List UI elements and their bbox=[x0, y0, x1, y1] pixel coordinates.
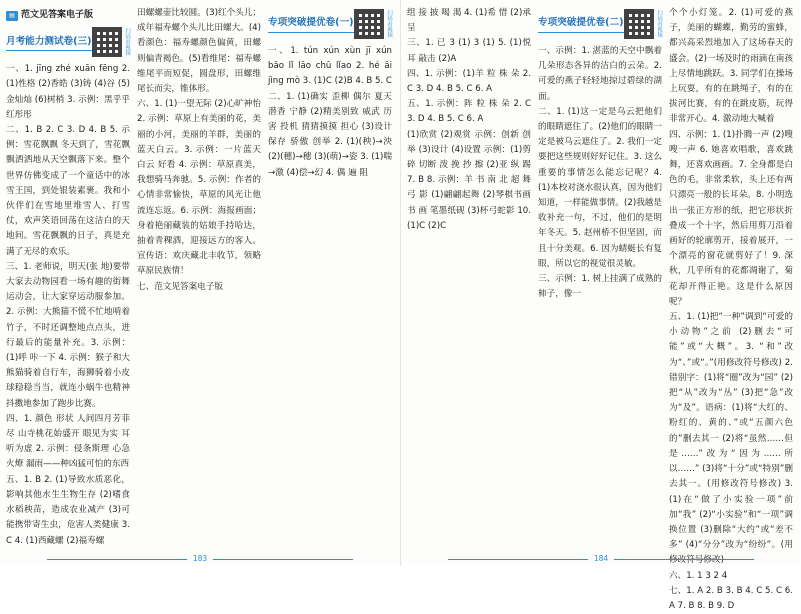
answer-paragraph: 七、范文见答案电子版 bbox=[137, 281, 223, 292]
page-number: 184 bbox=[401, 554, 801, 563]
answer-paragraph: 六、1. (1)一望无际 (2)心旷神怡 bbox=[137, 99, 261, 110]
answer-paragraph: 五、1. B 2. (1)导致水质恶化，影响其他水生生物生存 (2)嗜食水稻秧苗，造成农业减产 (3)可能携带寄生虫，危害人类健康 3. C 4. (1)西藏螺 (2)福寿螺 bbox=[6, 474, 130, 546]
qr-block[interactable] bbox=[624, 9, 662, 39]
section-title: 专项突破提优卷(二) bbox=[538, 15, 624, 32]
answer-paragraph: 2. 示例：草原上有美丽的花，美丽的小河，美丽的羊群，美丽的蓝天白云。3. 示例：一片蓝天 白云 好看 4. 示例：草原真美，我想骑马奔驰。5. 示例：作者的心情非常愉快，草原的风光让他流连忘返。6. 示例：海报画面；身着艳丽藏装的姑娘手持哈达，抽着青稞酒，迎接远方的客人。宣传语：欢庆藏北丰收节，领略草原民族情！ bbox=[137, 114, 261, 277]
qr-code-icon[interactable] bbox=[354, 9, 384, 39]
answer-paragraph: 二、1. (1)确实 歪柳 偶尔 夏天 潜香 宁静 (2)精美别致 威武 历害 投机 猜猜摸摸 担心 (3)设计 保存 骄傲 创举 2. (1)(秧)→泱 (2)(穗)→穗 (3)(萌)→姿 3. (1)喘→激 (4)偿→幻 4. 偶 遍 阻 bbox=[268, 91, 392, 178]
answer-paragraph: 一、示例：1. 湛蓝的天空中飘着几朵形态各异的洁白的云朵。2. 可爱的燕子轻轻地掠过碧绿的湖面。 bbox=[538, 46, 662, 102]
answer-paragraph: 四、1. 示例：(1)羊 粒 株 朵 2. C 3. D 4. B 5. C 6. A bbox=[407, 68, 531, 95]
answer-paragraph: 五、1. (1)把“一种”调到“可爱的小动物”之前 (2)删去“可能”或“大概”。3. “和”改为“、”或“。”(用修改符号修改) 2. 错别字：(1)将“圈”改为“园” (2)把“从”改为“丛” (3)把“急”改为“及”。语病：(1)将“大红的、粉红的、黄的、”或“五颜六色的”删去其一 (2)将“虽然……但是……”改为“因为……所以……” (3)将“十分”或“特别”删去其一。(用修改符号修改) 3. (1)在“做了小实验一项”前加“我” (2)“小实验”和“一项”调换位置 (3)删除“大约”或“差不多” (4)“分分”改为“纷纷”。(用修改符号修改) bbox=[669, 312, 793, 566]
answer-paragraph: 个个小灯笼。2. (1)可爱的燕子，美丽的蝴蝶，勤劳的蜜蜂，都兴高采烈地加入了这场春天的盛会。(2)一场及时的雨滴在南孩上尽情地跳跃。3. 同学们在操场上玩耍，有的在跳绳子，有的在拔河比赛，有的在跳皮筋，玩得非常开心。4. 激动地大喊着 bbox=[669, 8, 793, 125]
qr-code-icon[interactable] bbox=[624, 9, 654, 39]
section-header bbox=[268, 9, 392, 39]
answer-paragraph: 组 接 披 喝 渴 4. (1)希 惜 (2)承 呈 bbox=[407, 8, 531, 34]
answer-paragraph: 五、1. 示例：阵 粒 株 朵 2. C 3. D 4. B 5. C 6. A bbox=[407, 99, 531, 125]
book-icon: ▤ bbox=[6, 11, 18, 21]
left-column-3 bbox=[268, 6, 392, 546]
answer-paragraph: 六、1. 1 3 2 4 bbox=[669, 570, 728, 581]
answer-paragraph: 二、1. B 2. C 3. D 4. B 5. 示例：雪花飘飘 冬天到了，雪花飘飘洒洒地从天空飘落下来。整个世界仿佛变成了一个童话中的冰雪王国，到处银装素裹。我和小伙伴们在雪地里堆雪人、打雪仗，欢声笑语回荡在这洁白的天地间。雪花飘飘的日子，真是充满了无尽的欢乐。 bbox=[6, 125, 130, 257]
answer-paragraph: 二、1. (1)这一定是乌云把他们的眼睛遮住了。(2)他们的眼睛一定是被乌云遮住了。2. 我们一定要把这些规则好好记住。3. 这么重要的事情怎么能忘记呢？4. (1)本校对浇水很认真，因为他们知道，一样能做事情。(2)我越是收补充一句，不过，他们的是明年冬天。5. 赵州桥不但坚固，而且十分美观。6. 因为蜻蜓长有复眼，所以它的视觉很灵敏。 bbox=[538, 106, 662, 269]
qr-caption: 扫码看视频 bbox=[124, 28, 130, 56]
right-column-3 bbox=[669, 6, 793, 611]
answer-paragraph: 一、1. jīng zhé xuān fēng 2. (1)性格 (2)香皓 (3)铸 (4)谷 (5)金灿灿 (6)树梢 3. 示例：黑乎乎 红彤彤 bbox=[6, 64, 130, 120]
section-header bbox=[6, 27, 130, 57]
brand-header bbox=[6, 8, 130, 23]
answer-paragraph: 三、1. 老师说，明天(张 地)要带大家去动物园看一场有趣的街舞运动会，让大家穿运动服参加。2. 示例：大熊猫不慌不忙地啃着竹子，不时还调整地点点头，进行最后的能量补充。3. 示例：(1)呼 咔一下 4. 示例：猴子和大熊猫骑着自行车，海狮骑着小皮球稳稳当当，就连小蜗牛也精神抖擞地参加了跑步比赛。 bbox=[6, 261, 130, 409]
qr-caption: 扫码看视频 bbox=[656, 10, 662, 38]
section-title: 专项突破提优卷(一) bbox=[268, 15, 354, 32]
right-column-2 bbox=[538, 6, 662, 546]
right-column-1 bbox=[407, 6, 531, 546]
answer-paragraph: 三、示例：1. 树上挂满了成熟的柿子，像一 bbox=[538, 274, 662, 300]
qr-block[interactable] bbox=[92, 27, 130, 57]
right-page bbox=[400, 0, 800, 611]
section-title: 月考能力测试卷(三) bbox=[6, 34, 92, 51]
left-column-1 bbox=[6, 6, 130, 546]
answer-paragraph: 四、示例：1. (1)扑腾一声 (2)嗖嗖一声 6. 她喜欢唱歌，喜欢跳舞，还喜欢画画。7. 全身都是白色的毛，非常柔软，头上还有两只漂亮一般的长耳朵。8. 小明选出一张正方形的纸，把它形状折叠成一个十字，然后用剪刀沿着画好的轮廓剪开，接着展开，一个漂亮的窗花就剪好了！9. 深秋，几乎所有的花都凋谢了，菊花却开得正艳。这是什么原因呢？ bbox=[669, 129, 793, 307]
qr-code-icon[interactable] bbox=[92, 27, 122, 57]
left-page bbox=[0, 0, 400, 566]
left-column-2 bbox=[137, 6, 261, 546]
answer-paragraph: 三、1. 已 3 (1) 3 (1) 5. (1)悦耳 敲击 (2)A bbox=[407, 38, 531, 64]
answer-paragraph: 四、1. 颜色 形状 人间四月芳菲尽 山寺桃花始盛开 眼见为实 耳听为虚 2. 示例：侵条斯理 心急火燎 漏雨——种凶猛可怕的东西 bbox=[6, 413, 130, 470]
qr-block[interactable] bbox=[354, 9, 392, 39]
answer-paragraph: 田螺螺壶比较圆。(3)红个头儿；成年福寿螺个头儿比田螺大。(4)看颜色：福寿螺颜色偏黄，田螺则偏青褐色。(5)看维尾：福寿螺维尾平而短促，圆盘形，田螺维尾长而尖，锥体形。 bbox=[137, 8, 261, 95]
answer-paragraph: (1)欣赏 (2)观赏 示例：创新 创举 (3)设计 (4)设置 示例：(1)剪碎 切断 泼 挽 抄 擦 (2)亚 纵 踢 7. B 8. 示例：羊 书 南 北 超 舞 弓 影 (1)翩翩起舞 (2)琴棋书画 书 画 笔墨纸砚 (3)杯弓蛇影 10. (1)C (2)C bbox=[407, 129, 531, 231]
page-number: 183 bbox=[0, 554, 400, 563]
qr-caption: 扫码看视频 bbox=[386, 10, 392, 38]
answer-paragraph: 一、1. tún xún xùn jī xún bāo lǐ lāo chū lǐao 2. hé āi jìng mò 3. (1)C (2)B 4. B 5. C bbox=[268, 46, 392, 87]
section-header bbox=[538, 9, 662, 39]
brand-name: 范文见答案电子版 bbox=[21, 10, 94, 20]
answer-paragraph: 七、1. A 2. B 3. B 4. C 5. C 6. A 7. B 8. B 9. D bbox=[669, 585, 793, 611]
